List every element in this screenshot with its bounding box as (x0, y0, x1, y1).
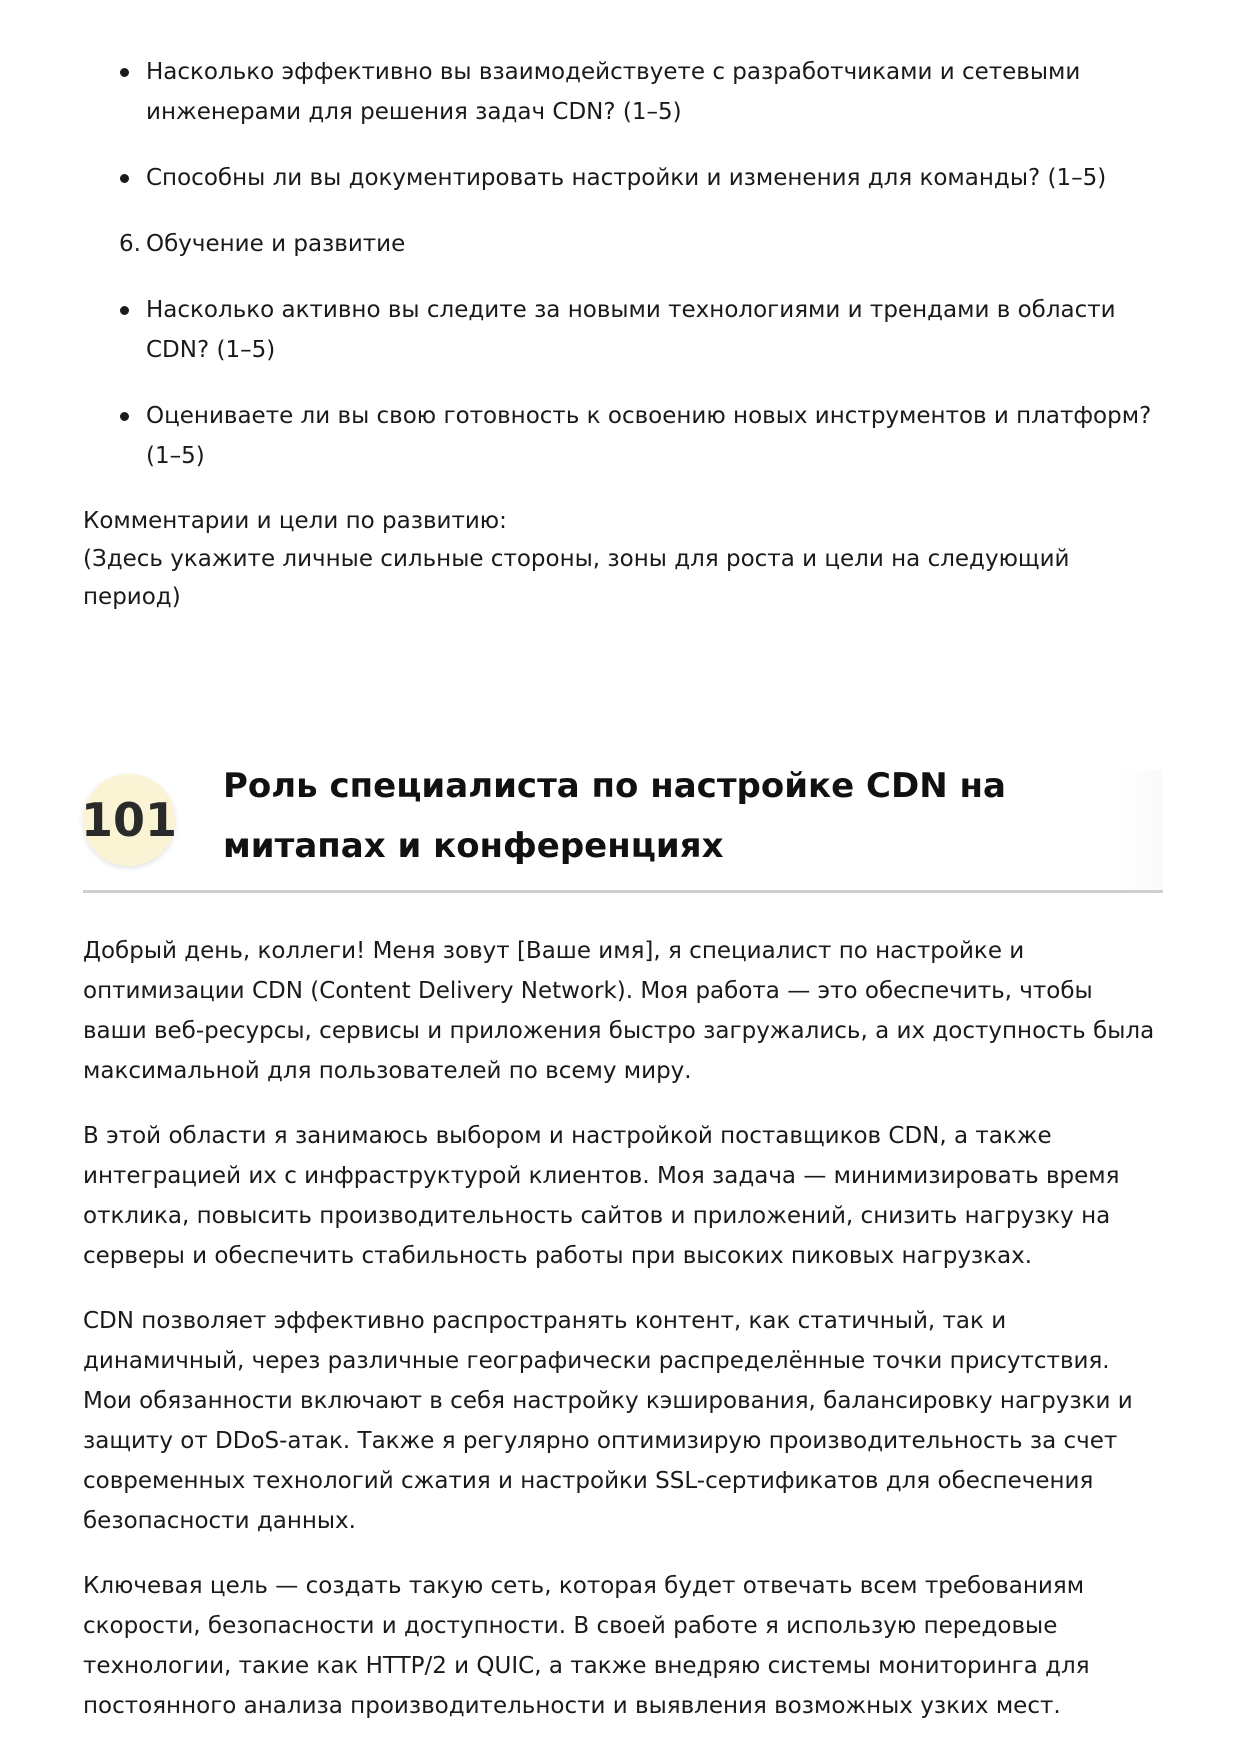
self-assessment-list (83, 52, 1163, 476)
bullet-icon (120, 174, 129, 183)
section-header (80, 766, 1163, 893)
list-item (83, 158, 1163, 198)
list-item-numbered (83, 224, 1163, 264)
paragraph: Добрый день, коллеги! Меня зовут [Ваше имя], я специалист по настройке и оптимизации CDN (Content Delivery Network). Моя работа — это обеспечить, чтобы ваши веб-ресурсы, сервисы и приложения быстро загружались, а их доступность была максимальной для пользователей по всему миру. (83, 938, 1155, 1084)
list-item-text: Насколько эффективно вы взаимодействуете с разработчиками и сетевыми инженерами для решения задач CDN? (1–5) (146, 59, 1081, 125)
comments-block (83, 502, 1163, 616)
bullet-icon (120, 306, 129, 315)
list-item-text: Способны ли вы документировать настройки и изменения для команды? (1–5) (146, 165, 1107, 191)
list-item (83, 52, 1163, 132)
document-top (83, 52, 1163, 616)
paragraph: В этой области я занимаюсь выбором и настройкой поставщиков CDN, а также интеграцией их с инфраструктурой клиентов. Моя задача — минимизировать время отклика, повысить производительность сайтов и приложений, снизить нагрузку на серверы и обеспечить стабильность работы при высоких пиковых нагрузках. (83, 1123, 1120, 1269)
paragraph: CDN позволяет эффективно распространять контент, как статичный, так и динамичный, через различные географически распределённые точки присутствия. Мои обязанности включают в себя настройку кэширования, балансировку нагрузки и защиту от DDoS-атак. Также я регулярно оптимизирую производительность за счет современных технологий сжатия и настройки SSL-сертификатов для обеспечения безопасности данных. (83, 1308, 1133, 1534)
list-item (83, 396, 1163, 476)
comments-title: Комментарии и цели по развитию: (83, 508, 507, 534)
section-101 (80, 766, 1163, 1751)
paragraph: Ключевая цель — создать такую сеть, которая будет отвечать всем требованиям скорости, безопасности и доступности. В своей работе я использую передовые технологии, такие как HTTP/2 и QUIC, а также внедряю системы мониторинга для постоянного анализа производительности и выявления возможных узких мест. (83, 1573, 1090, 1719)
list-item-text: Обучение и развитие (146, 231, 406, 257)
bullet-icon (120, 412, 129, 421)
list-number: 6. (119, 231, 141, 257)
bullet-icon (120, 68, 129, 77)
section-body (83, 931, 1163, 1726)
list-item (83, 290, 1163, 370)
list-item-text: Оцениваете ли вы свою готовность к освоению новых инструментов и платформ? (1–5) (146, 403, 1152, 469)
list-item-text: Насколько активно вы следите за новыми технологиями и трендами в области CDN? (1–5) (146, 297, 1116, 363)
section-title: Роль специалиста по настройке CDN на митапах и конференциях (223, 766, 1006, 866)
section-number-badge: 101 (83, 774, 175, 866)
comments-hint: (Здесь укажите личные сильные стороны, зоны для роста и цели на следующий период) (83, 546, 1070, 610)
